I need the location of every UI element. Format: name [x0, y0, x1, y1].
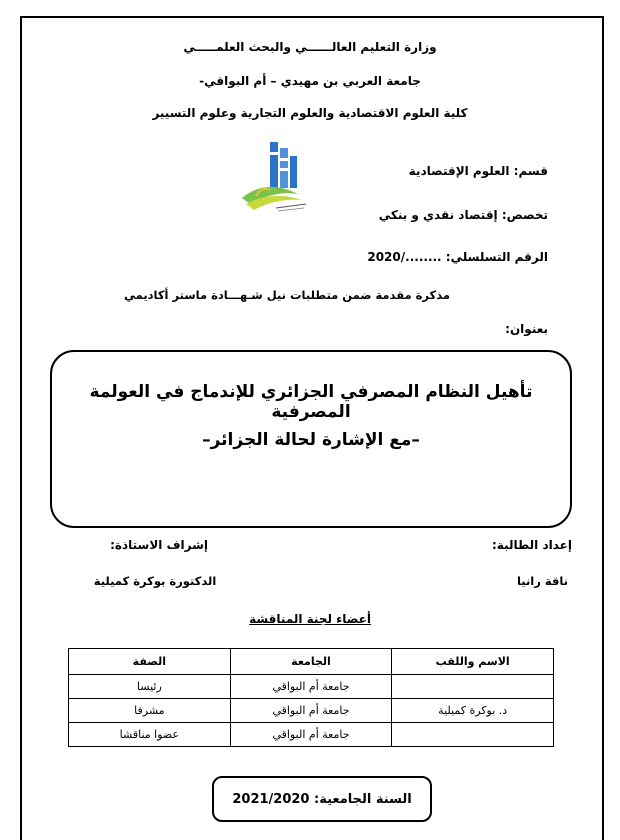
university-logo-icon — [236, 138, 318, 220]
department-line: قسم: العلوم الإقتصادية — [408, 164, 548, 178]
supervisor-name: الدكتورة بوكرة كميلية — [93, 574, 217, 588]
member-role: مشرفا — [69, 699, 231, 723]
committee-table — [68, 648, 554, 747]
student-name: ناقة رانيا — [516, 574, 568, 588]
serial-number-line: الرقم التسلسلي: ......../2020 — [367, 250, 548, 264]
member-university: جامعة أم البواقي — [230, 699, 392, 723]
memo-description: مذكرة مقدمة ضمن متطلبات نيل شـهـــادة ماستر أكاديمي — [123, 288, 450, 302]
member-name: د. بوكرة كميلية — [392, 699, 554, 723]
member-name — [392, 675, 554, 699]
column-header-name: الاسم واللقب — [392, 649, 554, 675]
faculty-heading: كلية العلوم الاقتصادية والعلوم التجارية وعلوم التسيير — [152, 106, 468, 120]
ministry-heading: وزارة التعليم العالــــــي والبحث العلمـــــي — [183, 40, 437, 54]
specialization-line: تخصص: إقتصاد نقدي و بنكي — [378, 208, 548, 222]
prepared-by-label: إعداد الطالبة: — [492, 538, 572, 552]
title-label: بعنوان: — [505, 322, 548, 336]
thesis-subtitle: –مع الإشارة لحالة الجزائر– — [202, 430, 420, 450]
committee-heading: أعضاء لجنة المناقشة — [249, 612, 371, 626]
member-university: جامعة أم البواقي — [230, 675, 392, 699]
academic-year-box — [212, 776, 432, 822]
table-row — [69, 699, 554, 723]
table-row — [69, 675, 554, 699]
member-name — [392, 723, 554, 747]
thesis-title-box — [50, 350, 572, 528]
column-header-role: الصفة — [69, 649, 231, 675]
thesis-title: تأهيل النظام المصرفي الجزائري للإندماج في العولمة المصرفية — [89, 382, 533, 422]
supervised-by-label: إشراف الاستاذة: — [110, 538, 208, 552]
member-role: رئيسا — [69, 675, 231, 699]
column-header-university: الجامعة — [230, 649, 392, 675]
academic-year: السنة الجامعية: 2021/2020 — [232, 791, 412, 807]
university-heading: جامعة العربي بن مهيدي – أم البواقي- — [199, 74, 421, 88]
table-header-row — [69, 649, 554, 675]
member-university: جامعة أم البواقي — [230, 723, 392, 747]
member-role: عضوا مناقشا — [69, 723, 231, 747]
table-row — [69, 723, 554, 747]
